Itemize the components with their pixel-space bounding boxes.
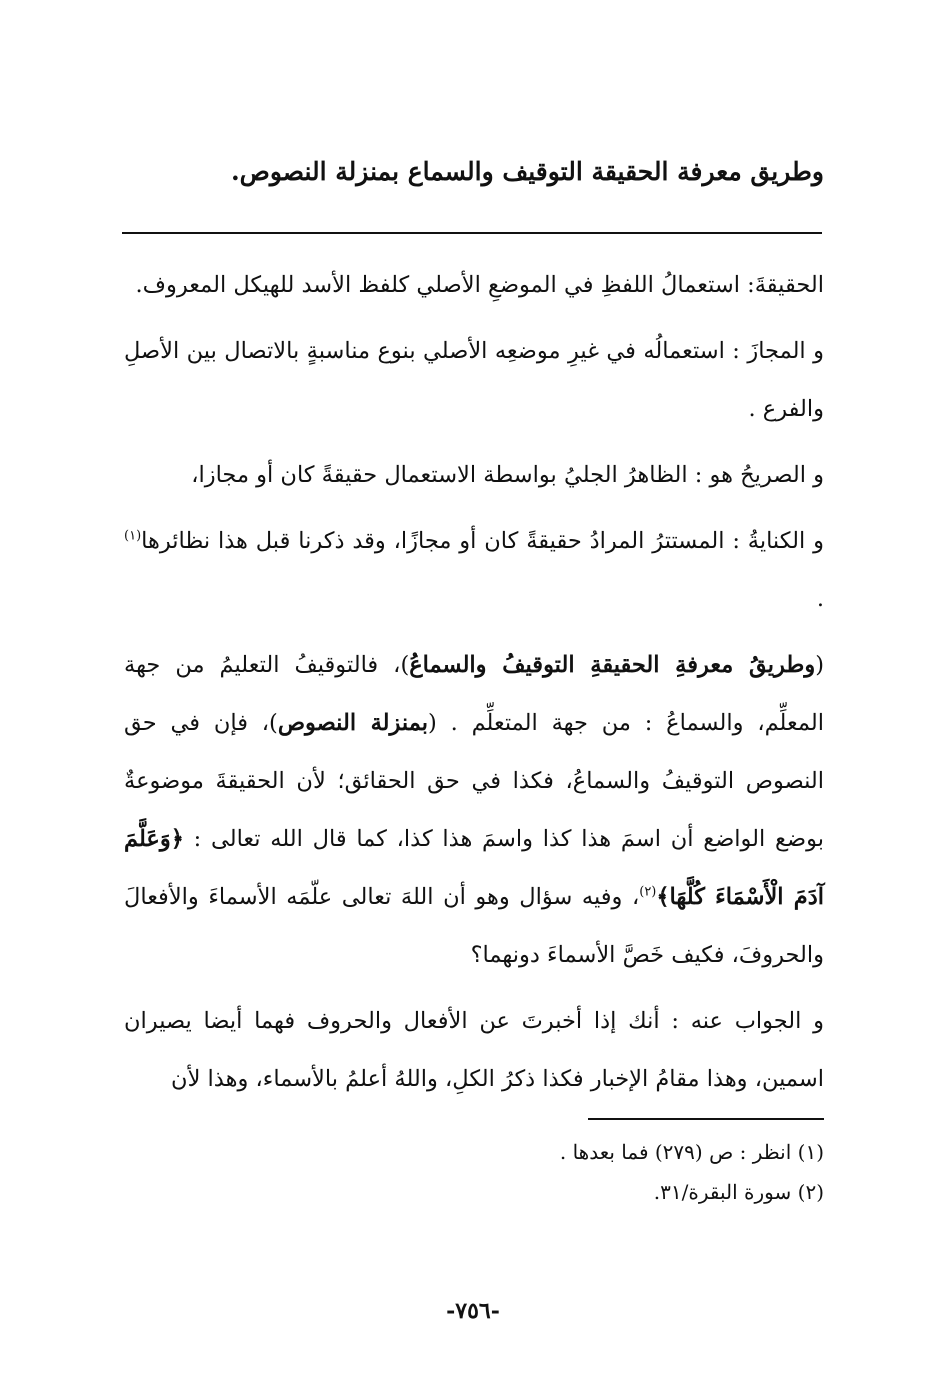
paragraph-haqiqa: الحقيقةَ: استعمالُ اللفظِ في الموضعِ الأصلي كلفظ الأسد للهيكل المعروف. xyxy=(135,272,824,298)
nusus-matn-quote: بمنزلة النصوص xyxy=(277,710,428,736)
page-number: -٧٥٦- xyxy=(446,1298,500,1324)
paragraph-sarih: و الصريحُ هو : الظاهرُ الجليُ بواسطة الاستعمال حقيقةً كان أو مجازا، xyxy=(191,462,824,488)
kinaya-text: و الكنايةُ : المستترُ المرادُ حقيقةً كان أو مجازًا، وقد ذكرنا قبل هذا نظائرها xyxy=(141,528,824,554)
footnote-ref-2: (٢) xyxy=(639,884,657,900)
paragraph-majaz: و المجازَ : استعمالُه في غيرِ موضعِه الأصلي بنوع مناسبةٍ بالاتصال بين الأصلِ والفرع . xyxy=(124,338,824,422)
kinaya-end: . xyxy=(816,586,824,612)
footnote-2: (٢) سورة البقرة/٣١. xyxy=(653,1180,824,1204)
nusus-explanation: )، فإن في حق النصوص التوقيفُ والسماعُ، فكذا في حق الحقائق؛ لأن الحقيقةَ موضوعةٌ بوضع الواضع أن اسمَ هذا كذا واسمَ هذا كذا، كما قال الله تعالى : xyxy=(124,710,824,852)
quran-verse: ﴿وَعَلَّمَ آدَمَ الْأَسْمَاءَ كُلَّهَا﴾ xyxy=(124,826,824,910)
paragraph-tariq xyxy=(124,636,824,984)
matn-divider xyxy=(122,232,822,234)
matn-text: وطريق معرفة الحقيقة التوقيف والسماع بمنزلة النصوص. xyxy=(230,157,824,186)
footnotes xyxy=(124,1132,824,1212)
tariq-explanation: )، فالتوقيفُ التعليمُ من جهة المعلِّم، والسماعُ : من جهة المتعلِّم . ( xyxy=(124,652,824,736)
tariq-matn-quote: وطريقُ معرفةِ الحقيقةِ التوقيفُ والسماعُ xyxy=(409,652,816,678)
footnote-ref-1: (١) xyxy=(124,528,142,544)
paragraph-answer: و الجواب عنه : أنك إذا أخبرتَ عن الأفعال والحروف فهما أيضا يصيران اسمين، وهذا مقامُ الإخبار فكذا ذكرُ الكلِ، واللهُ أعلمُ بالأسماء، وهذا لأن xyxy=(124,1008,824,1092)
paragraph-kinaya xyxy=(124,512,824,628)
commentary-body xyxy=(124,256,824,1108)
tariq-open: ( xyxy=(815,652,824,678)
question-text: ، وفيه سؤال وهو أن اللهَ تعالى علّمَه الأسماءَ والأفعالَ والحروفَ، فكيف خَصَّ الأسماءَ دونهما؟ xyxy=(124,884,824,968)
footnotes-divider xyxy=(588,1118,824,1120)
footnote-1: (١) انظر : ص (٢٧٩) فما بعدها . xyxy=(559,1140,824,1164)
